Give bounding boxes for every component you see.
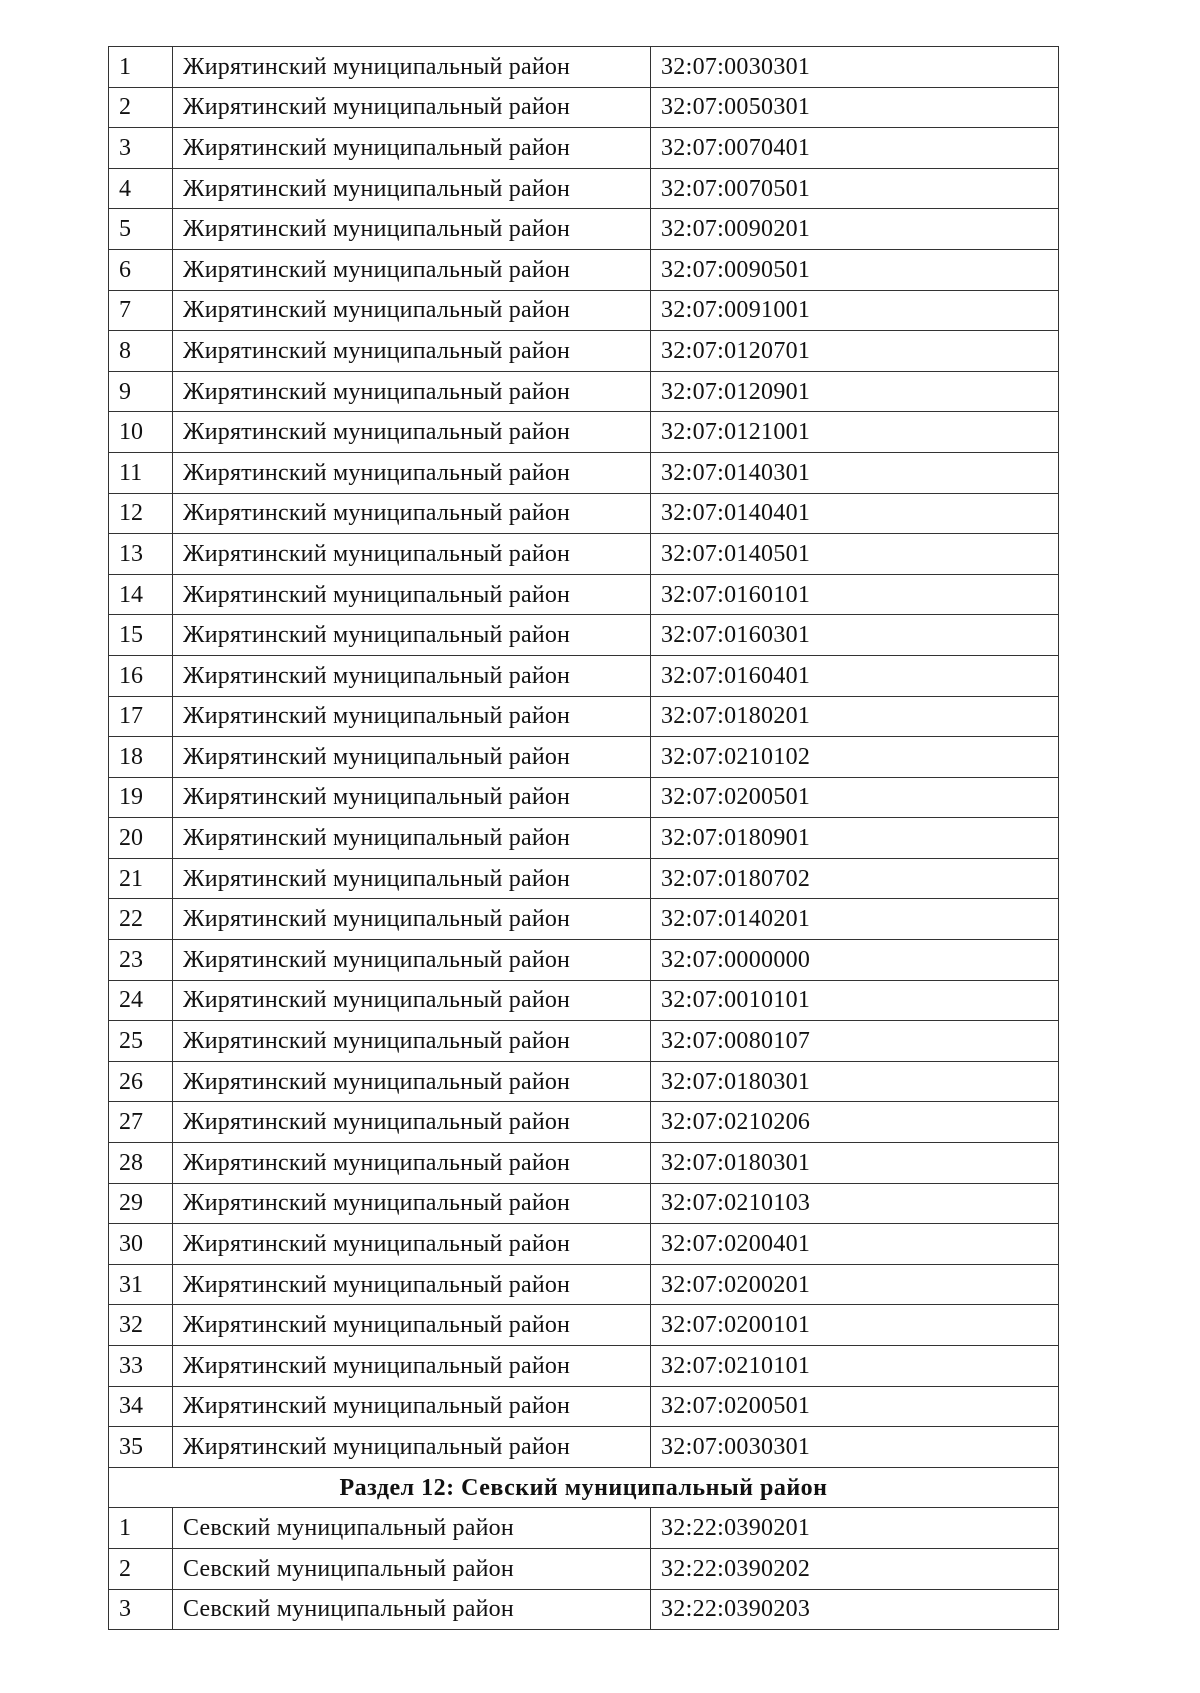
table-row bbox=[109, 1264, 1059, 1305]
row-number: 16 bbox=[109, 655, 173, 696]
section-title: Раздел 12: Севский муниципальный район bbox=[109, 1467, 1059, 1508]
cadastral-number: 32:22:0390202 bbox=[651, 1548, 1059, 1589]
row-number: 32 bbox=[109, 1305, 173, 1346]
cadastral-number: 32:07:0210101 bbox=[651, 1346, 1059, 1387]
district-name: Жирятинский муниципальный район bbox=[173, 858, 651, 899]
cadastral-number: 32:07:0030301 bbox=[651, 1427, 1059, 1468]
table-row bbox=[109, 290, 1059, 331]
district-name: Жирятинский муниципальный район bbox=[173, 412, 651, 453]
row-number: 15 bbox=[109, 615, 173, 656]
district-name: Жирятинский муниципальный район bbox=[173, 655, 651, 696]
row-number: 2 bbox=[109, 1548, 173, 1589]
row-number: 3 bbox=[109, 1589, 173, 1630]
table-row bbox=[109, 1346, 1059, 1387]
cadastral-number: 32:07:0050301 bbox=[651, 87, 1059, 128]
table-row bbox=[109, 737, 1059, 778]
cadastral-number: 32:07:0180301 bbox=[651, 1061, 1059, 1102]
cadastral-number: 32:07:0140501 bbox=[651, 534, 1059, 575]
row-number: 1 bbox=[109, 47, 173, 88]
row-number: 7 bbox=[109, 290, 173, 331]
row-number: 22 bbox=[109, 899, 173, 940]
cadastral-number: 32:07:0140301 bbox=[651, 452, 1059, 493]
district-name: Жирятинский муниципальный район bbox=[173, 1346, 651, 1387]
table-row bbox=[109, 128, 1059, 169]
district-name: Жирятинский муниципальный район bbox=[173, 1061, 651, 1102]
cadastral-number: 32:07:0200501 bbox=[651, 1386, 1059, 1427]
district-name: Жирятинский муниципальный район bbox=[173, 1264, 651, 1305]
table-row bbox=[109, 1021, 1059, 1062]
table-row bbox=[109, 777, 1059, 818]
district-name: Жирятинский муниципальный район bbox=[173, 1386, 651, 1427]
cadastral-number: 32:07:0210103 bbox=[651, 1183, 1059, 1224]
row-number: 4 bbox=[109, 168, 173, 209]
cadastral-number: 32:07:0090501 bbox=[651, 249, 1059, 290]
row-number: 33 bbox=[109, 1346, 173, 1387]
district-name: Жирятинский муниципальный район bbox=[173, 737, 651, 778]
district-name: Жирятинский муниципальный район bbox=[173, 1183, 651, 1224]
row-number: 35 bbox=[109, 1427, 173, 1468]
table-row bbox=[109, 1061, 1059, 1102]
row-number: 9 bbox=[109, 371, 173, 412]
cadastral-number: 32:07:0121001 bbox=[651, 412, 1059, 453]
cadastral-number: 32:07:0070501 bbox=[651, 168, 1059, 209]
district-name: Жирятинский муниципальный район bbox=[173, 980, 651, 1021]
row-number: 20 bbox=[109, 818, 173, 859]
district-name: Жирятинский муниципальный район bbox=[173, 452, 651, 493]
table-row bbox=[109, 655, 1059, 696]
row-number: 8 bbox=[109, 331, 173, 372]
table-row bbox=[109, 1305, 1059, 1346]
cadastral-number: 32:07:0120901 bbox=[651, 371, 1059, 412]
row-number: 10 bbox=[109, 412, 173, 453]
row-number: 29 bbox=[109, 1183, 173, 1224]
cadastral-table bbox=[108, 46, 1059, 1630]
table-row bbox=[109, 1102, 1059, 1143]
cadastral-table-body bbox=[109, 47, 1059, 1630]
table-row bbox=[109, 331, 1059, 372]
table-row bbox=[109, 980, 1059, 1021]
row-number: 31 bbox=[109, 1264, 173, 1305]
row-number: 3 bbox=[109, 128, 173, 169]
cadastral-number: 32:22:0390203 bbox=[651, 1589, 1059, 1630]
table-row bbox=[109, 452, 1059, 493]
district-name: Жирятинский муниципальный район bbox=[173, 615, 651, 656]
cadastral-number: 32:07:0000000 bbox=[651, 940, 1059, 981]
cadastral-number: 32:07:0180702 bbox=[651, 858, 1059, 899]
table-row bbox=[109, 696, 1059, 737]
cadastral-number: 32:07:0140401 bbox=[651, 493, 1059, 534]
district-name: Жирятинский муниципальный район bbox=[173, 1427, 651, 1468]
cadastral-number: 32:07:0160101 bbox=[651, 574, 1059, 615]
table-row bbox=[109, 412, 1059, 453]
district-name: Жирятинский муниципальный район bbox=[173, 574, 651, 615]
table-row bbox=[109, 493, 1059, 534]
row-number: 2 bbox=[109, 87, 173, 128]
district-name: Севский муниципальный район bbox=[173, 1548, 651, 1589]
district-name: Жирятинский муниципальный район bbox=[173, 209, 651, 250]
district-name: Жирятинский муниципальный район bbox=[173, 1102, 651, 1143]
table-row bbox=[109, 87, 1059, 128]
cadastral-number: 32:07:0200501 bbox=[651, 777, 1059, 818]
row-number: 25 bbox=[109, 1021, 173, 1062]
table-row bbox=[109, 534, 1059, 575]
table-row bbox=[109, 249, 1059, 290]
cadastral-number: 32:07:0160301 bbox=[651, 615, 1059, 656]
district-name: Жирятинский муниципальный район bbox=[173, 818, 651, 859]
table-row bbox=[109, 371, 1059, 412]
row-number: 18 bbox=[109, 737, 173, 778]
table-row bbox=[109, 615, 1059, 656]
table-row bbox=[109, 818, 1059, 859]
district-name: Жирятинский муниципальный район bbox=[173, 47, 651, 88]
district-name: Жирятинский муниципальный район bbox=[173, 1224, 651, 1265]
row-number: 23 bbox=[109, 940, 173, 981]
district-name: Жирятинский муниципальный район bbox=[173, 493, 651, 534]
row-number: 19 bbox=[109, 777, 173, 818]
table-row bbox=[109, 1589, 1059, 1630]
district-name: Жирятинский муниципальный район bbox=[173, 899, 651, 940]
cadastral-number: 32:07:0200101 bbox=[651, 1305, 1059, 1346]
cadastral-number: 32:07:0180201 bbox=[651, 696, 1059, 737]
cadastral-number: 32:07:0010101 bbox=[651, 980, 1059, 1021]
cadastral-number: 32:22:0390201 bbox=[651, 1508, 1059, 1549]
cadastral-number: 32:07:0140201 bbox=[651, 899, 1059, 940]
table-row bbox=[109, 209, 1059, 250]
cadastral-number: 32:07:0160401 bbox=[651, 655, 1059, 696]
row-number: 24 bbox=[109, 980, 173, 1021]
district-name: Жирятинский муниципальный район bbox=[173, 1305, 651, 1346]
district-name: Жирятинский муниципальный район bbox=[173, 1143, 651, 1184]
district-name: Жирятинский муниципальный район bbox=[173, 1021, 651, 1062]
table-row bbox=[109, 940, 1059, 981]
table-row bbox=[109, 899, 1059, 940]
district-name: Жирятинский муниципальный район bbox=[173, 87, 651, 128]
district-name: Жирятинский муниципальный район bbox=[173, 249, 651, 290]
district-name: Жирятинский муниципальный район bbox=[173, 168, 651, 209]
cadastral-number: 32:07:0200201 bbox=[651, 1264, 1059, 1305]
row-number: 30 bbox=[109, 1224, 173, 1265]
row-number: 6 bbox=[109, 249, 173, 290]
cadastral-number: 32:07:0200401 bbox=[651, 1224, 1059, 1265]
district-name: Жирятинский муниципальный район bbox=[173, 371, 651, 412]
district-name: Жирятинский муниципальный район bbox=[173, 331, 651, 372]
table-row bbox=[109, 1143, 1059, 1184]
table-row bbox=[109, 1183, 1059, 1224]
district-name: Севский муниципальный район bbox=[173, 1589, 651, 1630]
table-row bbox=[109, 1548, 1059, 1589]
table-row bbox=[109, 1427, 1059, 1468]
cadastral-number: 32:07:0210206 bbox=[651, 1102, 1059, 1143]
row-number: 34 bbox=[109, 1386, 173, 1427]
table-row bbox=[109, 168, 1059, 209]
table-row bbox=[109, 858, 1059, 899]
section-header-row bbox=[109, 1467, 1059, 1508]
cadastral-number: 32:07:0030301 bbox=[651, 47, 1059, 88]
district-name: Жирятинский муниципальный район bbox=[173, 940, 651, 981]
table-row bbox=[109, 1508, 1059, 1549]
district-name: Жирятинский муниципальный район bbox=[173, 290, 651, 331]
cadastral-number: 32:07:0091001 bbox=[651, 290, 1059, 331]
row-number: 1 bbox=[109, 1508, 173, 1549]
district-name: Жирятинский муниципальный район bbox=[173, 128, 651, 169]
row-number: 12 bbox=[109, 493, 173, 534]
cadastral-number: 32:07:0180301 bbox=[651, 1143, 1059, 1184]
row-number: 21 bbox=[109, 858, 173, 899]
cadastral-number: 32:07:0090201 bbox=[651, 209, 1059, 250]
district-name: Жирятинский муниципальный район bbox=[173, 534, 651, 575]
cadastral-number: 32:07:0080107 bbox=[651, 1021, 1059, 1062]
district-name: Жирятинский муниципальный район bbox=[173, 696, 651, 737]
cadastral-number: 32:07:0180901 bbox=[651, 818, 1059, 859]
table-row bbox=[109, 47, 1059, 88]
row-number: 26 bbox=[109, 1061, 173, 1102]
district-name: Жирятинский муниципальный район bbox=[173, 777, 651, 818]
row-number: 11 bbox=[109, 452, 173, 493]
cadastral-number: 32:07:0120701 bbox=[651, 331, 1059, 372]
row-number: 28 bbox=[109, 1143, 173, 1184]
district-name: Севский муниципальный район bbox=[173, 1508, 651, 1549]
row-number: 13 bbox=[109, 534, 173, 575]
row-number: 27 bbox=[109, 1102, 173, 1143]
row-number: 14 bbox=[109, 574, 173, 615]
table-row bbox=[109, 1224, 1059, 1265]
cadastral-number: 32:07:0210102 bbox=[651, 737, 1059, 778]
row-number: 5 bbox=[109, 209, 173, 250]
table-row bbox=[109, 574, 1059, 615]
row-number: 17 bbox=[109, 696, 173, 737]
table-row bbox=[109, 1386, 1059, 1427]
cadastral-number: 32:07:0070401 bbox=[651, 128, 1059, 169]
